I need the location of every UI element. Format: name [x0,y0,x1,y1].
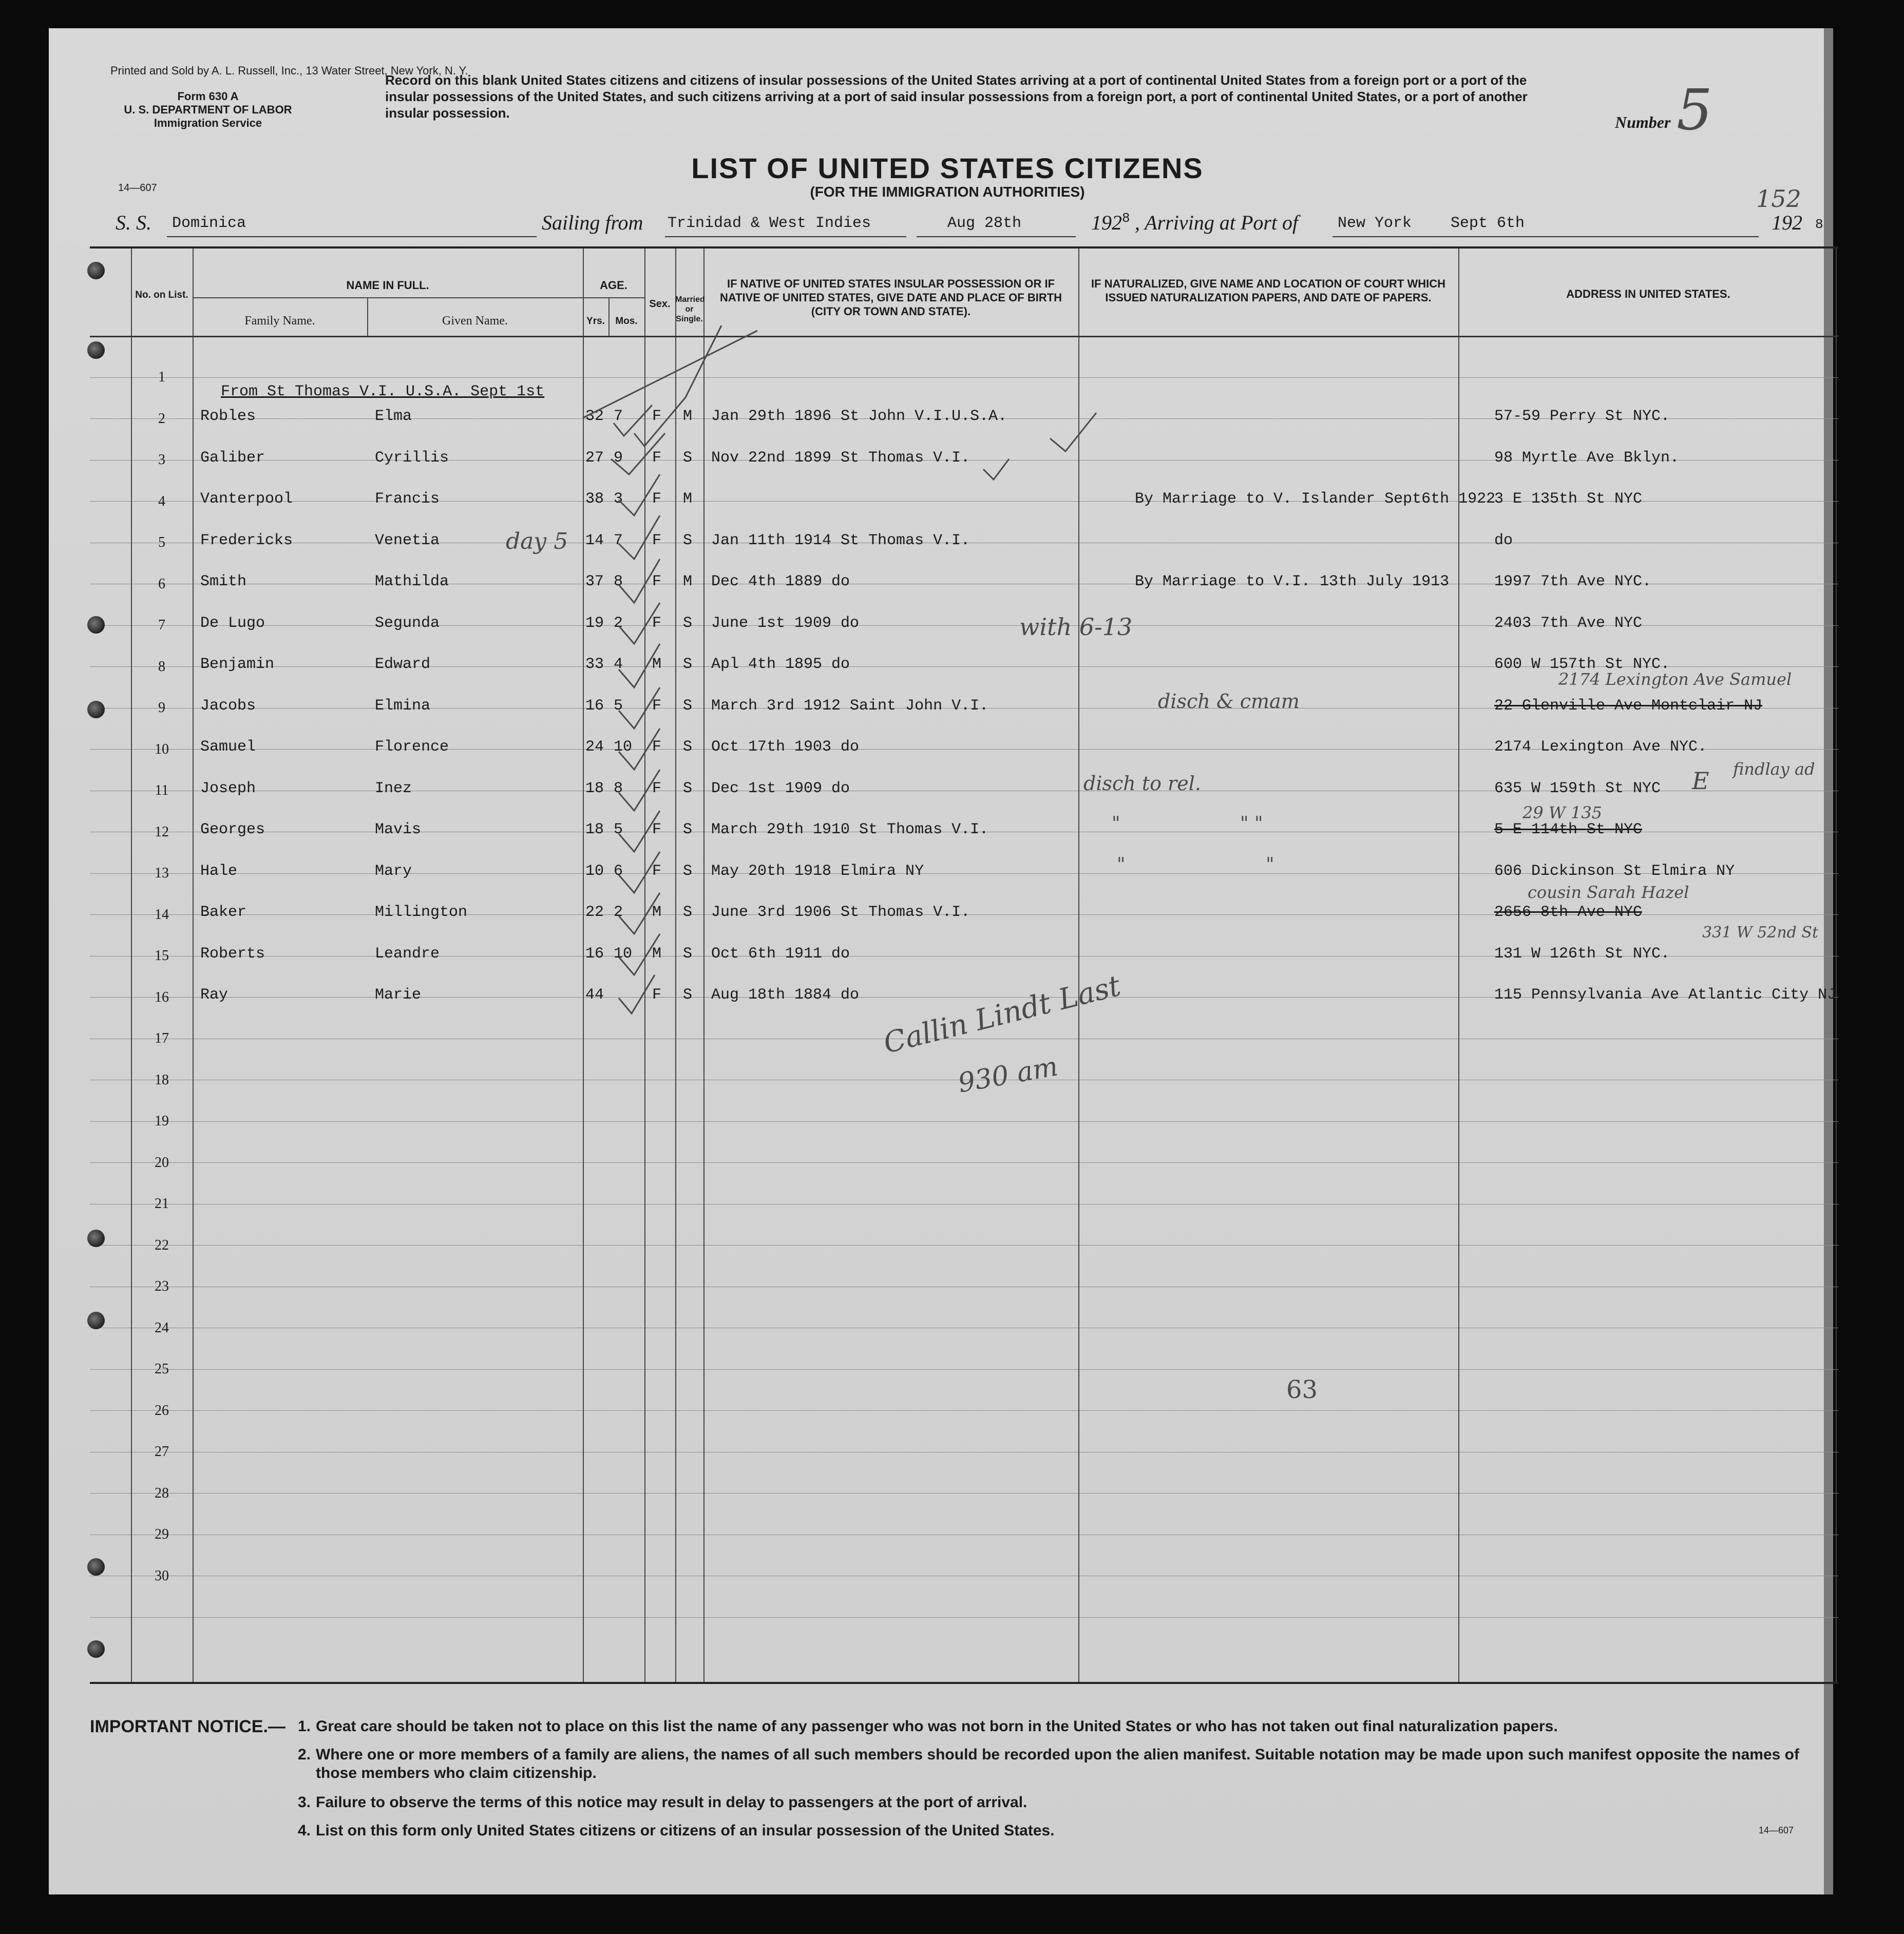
cell-sex: F [652,490,662,508]
cell-addr: 3 E 135th St NYC [1494,490,1643,508]
row-number: 30 [155,1567,169,1584]
row-number: 22 [155,1237,169,1253]
cell-given: Elma [375,408,412,425]
check-mark [983,459,1009,480]
service-name: Immigration Service [154,117,262,129]
ss-label: S. S. [116,211,151,234]
ship-underline [167,236,537,237]
cell-yrs: 32 [585,408,604,425]
check-mark [619,603,660,644]
cell-birth: Nov 22nd 1899 St Thomas V.I. [711,449,970,467]
sail-year-label: 192 [1091,211,1122,234]
cell-birth: Apl 4th 1895 do [711,656,850,673]
cell-yrs: 18 [585,821,604,838]
cell-mos: 6 [614,862,623,880]
page-number: 152 [1756,185,1801,213]
arrival-year-digit: 8 [1815,217,1823,232]
binder-hole [87,1230,105,1247]
cell-ms: S [683,531,693,549]
check-mark [611,433,665,474]
sailing-label: Sailing from [542,211,643,234]
cell-family: Fredericks [200,531,293,549]
notice-item [297,1793,1831,1812]
hand-ditto-2: " " [1240,813,1263,834]
col-birth: IF NATIVE OF UNITED STATES INSULAR POSSESSION OR IF NATIVE OF UNITED STATES, GIVE DATE AND PLACE OF BIRTH (CITY OR TOWN AND STATE). [719,277,1062,318]
col-sex: Sex. [649,298,671,310]
cell-addr: 2403 7th Ave NYC [1494,614,1643,632]
hand-cousin: cousin Sarah Hazel [1528,883,1689,902]
cell-yrs: 33 [585,656,604,673]
row-number: 7 [158,617,165,633]
cell-given: Millington [375,904,468,921]
cell-yrs: 44 [585,986,604,1004]
cell-yrs: 19 [585,614,604,632]
hand-disch-note-2: disch to rel. [1083,772,1201,795]
cell-ms: S [683,945,693,963]
check-mark [619,687,660,729]
col-mos: Mos. [615,316,638,327]
row-number: 8 [158,658,165,675]
cell-sex: F [652,614,662,632]
hand-day-note: day 5 [506,528,568,554]
cell-addr: 115 Pennsylvania Ave Atlantic City NJ [1494,986,1837,1004]
check-mark [619,811,660,852]
notice-item-number: 2. [297,1746,311,1763]
cell-given: Mathilda [375,573,449,590]
cell-mos: 3 [614,490,623,508]
cell-mos: 7 [614,531,623,549]
cell-birth: May 20th 1918 Elmira NY [711,862,924,880]
notice-item-number: 3. [297,1794,311,1811]
cell-birth: Jan 29th 1896 St John V.I.U.S.A. [711,408,1007,425]
check-mark [619,934,660,975]
col-married-single: Married or Single. [675,295,705,323]
cell-birth: Oct 17th 1903 do [711,738,860,756]
row-number: 3 [158,452,165,468]
row-number: 9 [158,700,165,716]
binder-hole [87,262,105,279]
check-mark [619,770,660,811]
row-number: 5 [158,534,165,550]
check-mark [619,559,660,603]
cell-sex: F [652,408,662,425]
cell-family: Benjamin [200,656,275,673]
page-title: LIST OF UNITED STATES CITIZENS [691,152,1204,184]
row-number: 23 [155,1278,169,1294]
cell-yrs: 38 [585,490,604,508]
hand-ditto-1: " [1112,813,1120,834]
check-mark [619,515,660,559]
col-family-name: Family Name. [244,314,315,328]
cell-yrs: 18 [585,779,604,797]
row-number: 11 [155,782,169,798]
cell-sex: M [652,904,662,921]
cell-given: Elmina [375,697,431,715]
cell-ms: S [683,614,693,632]
notice-item-number: 1. [297,1718,311,1735]
row-number: 18 [155,1071,169,1088]
row-number: 14 [155,906,169,923]
cell-given: Mavis [375,821,422,838]
cell-addr: 131 W 126th St NYC. [1494,945,1670,963]
cell-family: Smith [200,573,247,590]
cell-yrs: 16 [585,945,604,963]
cell-ms: S [683,986,693,1004]
cell-addr: 5 E 114th St NYC [1494,821,1643,838]
hand-331w52: 331 W 52nd St [1702,924,1819,942]
cell-yrs: 22 [585,904,604,921]
cell-sex: F [652,821,662,838]
cell-family: Ray [200,986,229,1004]
cell-family: Samuel [200,738,256,756]
cell-nat: By Marriage to V. Islander Sept6th 1922 [1135,490,1496,508]
cell-given: Venetia [375,531,440,549]
cell-sex: F [652,697,662,715]
cell-birth: Dec 4th 1889 do [711,573,850,590]
cell-yrs: 37 [585,573,604,590]
cell-given: Cyrillis [375,449,449,467]
cell-family: Jacobs [200,697,256,715]
row-number: 19 [155,1113,169,1129]
cell-ms: M [683,490,693,508]
cell-addr: do [1494,531,1513,549]
cell-nat: By Marriage to V.I. 13th July 1913 [1135,573,1450,590]
hand-with-note: with 6-13 [1019,613,1133,641]
row-number: 4 [158,493,165,509]
cell-given: Segunda [375,614,440,632]
hand-time: 930 am [956,1051,1060,1099]
cell-sex: M [652,656,662,673]
col-yrs: Yrs. [586,316,605,327]
cell-given: Francis [375,490,440,508]
hand-signature: Callin Lindt Last [880,969,1124,1061]
cell-family: Joseph [200,779,256,797]
check-mark [619,893,660,934]
instructions-text: Record on this blank United States citizens and citizens of insular possessions of the United States arriving at a port of continental United States from a foreign port or a port of the insular possessions of the United States, and such citizens arriving at a port of said insular possessions from a foreign port, a port of continental United States, or a port of another insular possession. [385,72,1528,121]
cell-family: Vanterpool [200,490,293,508]
cell-sex: F [652,862,662,880]
cell-sex: F [652,449,662,467]
check-mark [619,644,660,687]
cell-given: Florence [375,738,449,756]
cell-birth: March 3rd 1912 Saint John V.I. [711,697,989,715]
check-mark [619,729,660,770]
cell-ms: M [683,408,693,425]
cell-given: Inez [375,779,412,797]
sail-year-digit: 8 [1122,210,1130,226]
cell-mos: 8 [614,573,623,590]
form-code-bottom: 14—607 [1759,1825,1794,1835]
cell-addr: 606 Dickinson St Elmira NY [1494,862,1735,880]
cell-mos: 7 [614,408,623,425]
binder-hole [87,1640,105,1658]
row-number: 25 [155,1361,169,1377]
col-age: AGE. [600,279,627,292]
row-number: 29 [155,1526,169,1542]
cell-ms: M [683,573,693,590]
notice-heading: IMPORTANT NOTICE.— [90,1717,285,1736]
notice-item [297,1717,1831,1736]
form-code-top: 14—607 [118,182,157,194]
col-list-no: No. on List. [135,290,188,300]
arrival-year-label: 192 [1772,211,1802,234]
row-number: 16 [155,989,169,1005]
col-name-in-full: NAME IN FULL. [346,279,429,292]
page-stamp-number: 63 [1286,1375,1318,1404]
arrival-port: New York [1338,215,1412,232]
number-label: Number [1615,113,1671,131]
number-value: 5 [1677,77,1712,143]
row-number: 13 [155,865,169,881]
cell-birth: March 29th 1910 St Thomas V.I. [711,821,989,838]
binder-hole [87,616,105,634]
row-number: 26 [155,1402,169,1419]
port-underline [1332,236,1759,237]
cell-yrs: 24 [585,738,604,756]
binder-hole [87,341,105,359]
form-number: Form 630 A [177,90,239,103]
cell-sex: F [652,986,662,1004]
cell-ms: S [683,862,693,880]
row-number: 2 [158,410,165,427]
check-mark [614,405,652,436]
cell-given: Marie [375,986,422,1004]
cell-addr: 22 Glenville Ave Montclair NJ [1494,697,1763,715]
cell-given: Mary [375,862,412,880]
cell-family: Baker [200,904,247,921]
voyage-line [116,210,1831,241]
cell-birth: Oct 6th 1911 do [711,945,850,963]
hand-ditto-3: " [1117,854,1126,875]
ship-name: Dominica [172,215,246,232]
cell-ms: S [683,821,693,838]
col-naturalized: IF NATURALIZED, GIVE NAME AND LOCATION OF COURT WHICH ISSUED NATURALIZATION PAPERS, AND DATE OF PAPERS. [1091,277,1446,304]
notice-item [297,1822,1831,1840]
printer-line: Printed and Sold by A. L. Russell, Inc., 13 Water Street, New York, N. Y. [110,64,468,77]
cell-addr: 98 Myrtle Ave Bklyn. [1494,449,1680,467]
cell-addr: 2656 8th Ave NYC [1494,904,1643,921]
cell-addr: 2174 Lexington Ave NYC. [1494,738,1707,756]
citizens-table [90,246,1838,1684]
col-given-name: Given Name. [442,314,508,328]
cell-yrs: 10 [585,862,604,880]
check-mark [583,331,757,418]
row-number: 1 [158,369,165,385]
row-number: 27 [155,1444,169,1460]
hand-lexington: 2174 Lexington Ave Samuel [1558,669,1792,689]
manifest-sheet [49,28,1837,1894]
row-number: 10 [155,741,169,757]
hand-findlay: findlay ad [1733,759,1815,779]
cell-birth: June 3rd 1906 St Thomas V.I. [711,904,970,921]
hand-29w135: 29 W 135 [1522,803,1603,822]
cell-ms: S [683,904,693,921]
cell-family: Robles [200,408,256,425]
cell-mos: 8 [614,779,623,797]
department-name: U. S. DEPARTMENT OF LABOR [124,103,292,116]
cell-ms: S [683,779,693,797]
hand-disch-note-1: disch & cmam [1158,690,1300,713]
check-mark [619,975,655,1013]
row-number: 21 [155,1196,169,1212]
from-note: From St Thomas V.I. U.S.A. Sept 1st [221,383,545,400]
cell-birth: Aug 18th 1884 do [711,986,860,1004]
cell-sex: F [652,573,662,590]
row-number: 15 [155,948,169,964]
cell-addr: 57-59 Perry St NYC. [1494,408,1670,425]
from-underline [665,236,906,237]
cell-ms: S [683,738,693,756]
cell-addr: 635 W 159th St NYC [1494,779,1661,797]
cell-birth: Jan 11th 1914 St Thomas V.I. [711,531,970,549]
binder-hole [87,1312,105,1329]
cell-addr: 600 W 157th St NYC. [1494,656,1670,673]
cell-family: Galiber [200,449,265,467]
cell-family: Roberts [200,945,265,963]
cell-mos: 10 [614,945,633,963]
cell-yrs: 27 [585,449,604,467]
cell-mos: 2 [614,904,623,921]
col-address: ADDRESS IN UNITED STATES. [1566,288,1730,300]
row-number: 6 [158,576,165,592]
hand-e-mark: E [1692,767,1709,795]
cell-sex: M [652,945,662,963]
row-number: 28 [155,1485,169,1501]
cell-birth: Dec 1st 1909 do [711,779,850,797]
cell-mos: 4 [614,656,623,673]
notice-item-number: 4. [297,1822,311,1839]
date-underline [917,236,1076,237]
binder-hole [87,701,105,718]
notice-item-text: List on this form only United States citizens or citizens of an insular possession of the United States. [316,1822,1055,1839]
cell-family: Georges [200,821,265,838]
cell-mos: 2 [614,614,623,632]
notice-item-text: Failure to observe the terms of this notice may result in delay to passengers at the port of arrival. [316,1794,1027,1811]
hand-ditto-4: " [1266,854,1274,875]
arriving-label: , Arriving at Port of [1135,211,1299,234]
check-mark [619,474,660,515]
notice-item [297,1746,1831,1783]
cell-sex: F [652,738,662,756]
cell-ms: S [683,697,693,715]
cell-ms: S [683,449,693,467]
binder-hole [87,1558,105,1576]
cell-given: Leandre [375,945,440,963]
row-number: 17 [155,1030,169,1046]
cell-sex: F [652,531,662,549]
notice-item-text: Where one or more members of a family are aliens, the names of all such members should be recorded upon the alien manifest. Suitable notation may be made upon such manifest opposite the names of those members who claim citizenship. [316,1746,1799,1782]
cell-mos: 5 [614,697,623,715]
row-number: 12 [155,824,169,840]
cell-mos: 5 [614,821,623,838]
cell-yrs: 16 [585,697,604,715]
form-block [110,90,306,130]
cell-mos: 10 [614,738,633,756]
check-marks [90,248,1838,1686]
cell-given: Edward [375,656,431,673]
cell-family: Hale [200,862,238,880]
cell-family: De Lugo [200,614,265,632]
row-number: 24 [155,1319,169,1336]
row-number: 20 [155,1154,169,1171]
sailing-date: Aug 28th [947,215,1022,232]
cell-mos: 9 [614,449,623,467]
cell-addr: 1997 7th Ave NYC. [1494,573,1652,590]
page-subtitle: (FOR THE IMMIGRATION AUTHORITIES) [810,184,1085,200]
cell-birth: June 1st 1909 do [711,614,860,632]
notice-item-text: Great care should be taken not to place on this list the name of any passenger who was not born in the United States or who has not taken out final naturalization papers. [316,1718,1558,1735]
check-mark [1050,413,1096,451]
cell-yrs: 14 [585,531,604,549]
cell-sex: F [652,779,662,797]
arrival-date: Sept 6th [1451,215,1525,232]
sailing-from: Trinidad & West Indies [668,215,871,232]
cell-ms: S [683,656,693,673]
check-mark [619,852,660,893]
